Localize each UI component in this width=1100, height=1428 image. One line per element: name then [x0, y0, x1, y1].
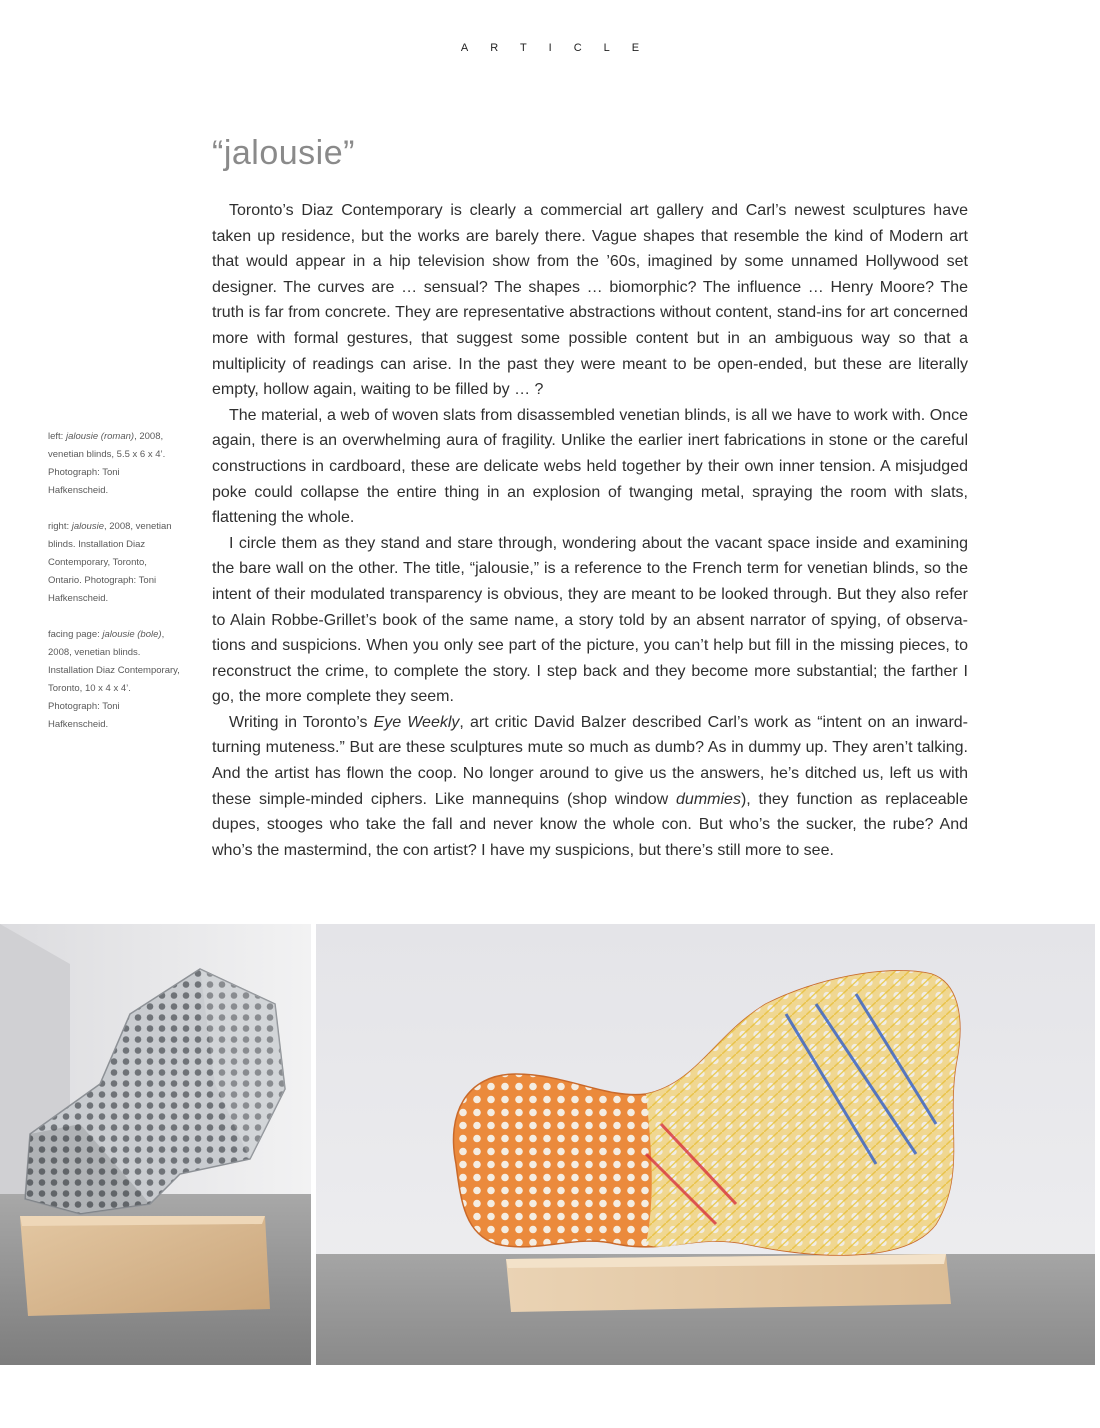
text-run: , 2008, venetian blinds. Installation Diaz Contemporary, Toronto, Ontario. Photograph: Toni Hafkenscheid.: [48, 521, 172, 604]
text-run: ), they function as replaceable dupes, stooges who take the fall and never know the whole con. But who’s the sucker, the rube? And who’s the mastermind, the con artist? I have my suspicions, but there’s still more to see.: [212, 790, 968, 859]
sculpture-photo-jalousie: [316, 924, 1095, 1365]
text-run: Toronto’s Diaz Contemporary is clearly a commercial art gallery and Carl’s newest sculptures have taken up residence, but the works are barely there. Vague shapes that resemble the kind of Modern art that would appear in a hip television show from the ’60s, imagined by some unnamed Hollywood set designer. The curves are … sensual? The shapes … biomorphic? The influence … Henry Moore? The truth is far from concrete. They are representative abstractions without content, stand-ins for art concerned more with formal gestures, that suggest some possible content but in an ambiguous way so that a multiplicity of readings can arise. In the past they were meant to be open-ended, but these are literally empty, hollow again, waiting to be filled by … ?: [212, 202, 968, 399]
colorful-sculpture-image: [316, 924, 1095, 1365]
caption-3: [48, 626, 180, 734]
text-run: , 2008, venetian blinds, 5.5 x 6 x 4’. Photograph: Toni Hafkenscheid.: [48, 431, 166, 496]
text-run: facing page:: [48, 629, 103, 640]
italic-text: jalousie (bole): [102, 629, 162, 640]
text-run: , art critic David Balzer described Carl’s work as “intent on an inward-turning muteness.” But are these sculptures mute so much as dumb? As in dummy up. They aren’t talking. And the artist has flown the coop. No longer around to give us the answers, he’s ditched us, left us with these simple-minded ciphers. Like mannequins (shop window: [212, 713, 969, 808]
body-paragraph-4: [212, 710, 968, 864]
italic-text: jalousie (roman): [65, 431, 135, 442]
article-title: “jalousie”: [212, 134, 355, 172]
caption-1: [48, 428, 180, 500]
body-paragraph-1: [212, 198, 968, 403]
text-run: , 2008, venetian blinds. Installation Diaz Contemporary, Toronto, 10 x 4 x 4’. Photograph: Toni Hafkenscheid.: [48, 629, 180, 730]
text-run: I circle them as they stand and stare through, wondering about the vacant space inside and examining the bare wall on the other. The title, “jalousie,” is a reference to the French term for venetian blinds, so the intent of their modulated transparency is obvious, they are meant to be looked through. But they also refer to Alain Robbe-Grillet’s book of the same name, a story told by an absent narrator of spying, of observa-tions and suspicions. When you only see part of the picture, you can’t help but fill in the missing pieces, to reconstruct the crime, to complete the story. I step back and they become more substantial; the farther I go, the more complete they seem.: [212, 534, 968, 706]
photo-captions: [48, 428, 180, 752]
text-run: The material, a web of woven slats from disassembled venetian blinds, is all we have to work with. Once again, there is an overwhelming aura of fragility. Unlike the earlier inert fabrications in stone or the careful constructions in cardboard, these are delicate webs held together by their own inner tension. A misjudged poke could collapse the entire thing in an explosion of twanging metal, spraying the room with slats, flattening the whole.: [212, 406, 968, 527]
section-label: ARTICLE: [460, 42, 662, 54]
sculpture-photo-roman: [0, 924, 311, 1365]
text-run: Writing in Toronto’s: [229, 713, 374, 731]
silver-sculpture-image: [0, 924, 311, 1365]
italic-text: dummies: [676, 790, 741, 808]
caption-2: [48, 518, 180, 608]
italic-text: Eye Weekly: [373, 713, 460, 731]
body-paragraph-2: [212, 403, 968, 531]
body-paragraph-3: [212, 531, 968, 710]
text-run: right:: [48, 521, 72, 532]
italic-text: jalousie: [71, 521, 104, 532]
article-body: [212, 198, 968, 863]
text-run: left:: [48, 431, 66, 442]
